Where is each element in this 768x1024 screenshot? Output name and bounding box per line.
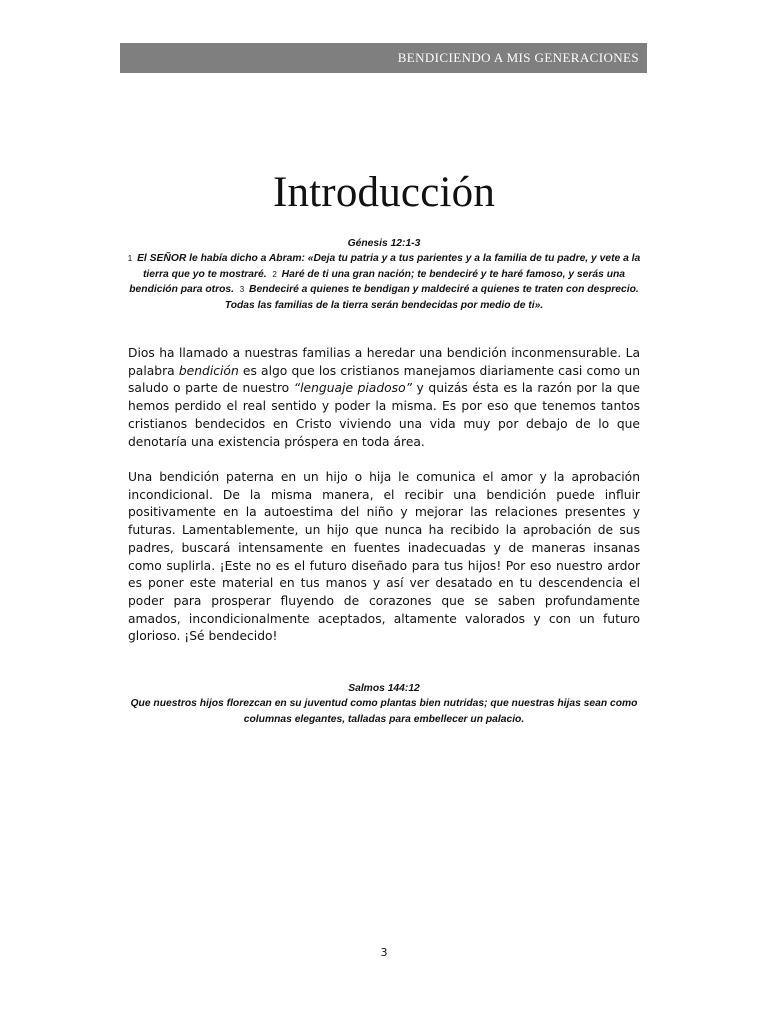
body-paragraph: Una bendición paterna en un hijo o hija le comunica el amor y la aprobación incondicional. De la misma manera, el recibir una bendición puede influir positivamente en la autoestima del niño y mejorar las relaciones presentes y futuras. Lamentablemente, un hijo que nunca ha recibido la aprobación de sus padres, buscará intensamente en fuentes inadecuadas y de maneras insanas como suplirla. ¡Este no es el futuro diseñado para tus hijos! Por eso nuestro ardor es poner este material en tus manos y así ver desatado en tu descendencia el poder para prosperar fluyendo de corazones que se saben profundamente amados, incondicionalmente aceptados, altamente valorados y con un futuro glorioso. ¡Sé bendecido! xyxy=(128,470,640,644)
epigraph-psalms xyxy=(124,681,644,727)
running-header xyxy=(120,43,647,73)
emphasis-text: bendición xyxy=(178,363,239,378)
page-number: 3 xyxy=(380,946,388,959)
verse-reference: Salmos 144:12 xyxy=(348,683,420,694)
verse-reference: Génesis 12:1-3 xyxy=(347,238,421,249)
epigraph-genesis xyxy=(124,236,644,313)
chapter-title: Introducción xyxy=(272,169,496,216)
verse-text: Que nuestros hijos florezcan en su juventud como plantas bien nutridas; que nuestras hijas sean como columnas elegantes, talladas para embellecer un palacio. xyxy=(130,698,638,725)
running-header-title: BENDICIENDO A MIS GENERACIONES xyxy=(397,50,639,65)
body-paragraph xyxy=(128,345,640,451)
verse-number: 2 xyxy=(272,269,277,279)
verse-text: Bendeciré a quienes te bendigan y maldeciré a quienes te traten con desprecio. Todas las familias de la tierra serán bendecidas por medio de ti». xyxy=(224,284,639,311)
emphasis-text: “lenguaje piadoso” xyxy=(293,381,412,396)
verse-number: 1 xyxy=(127,254,133,264)
paragraph-text: es algo que los cristianos manejamos diariamente casi como un saludo o parte de nuestro xyxy=(128,363,640,396)
verse-number: 3 xyxy=(239,285,245,295)
paragraph-text: Dios ha llamado a nuestras familias a heredar una bendición inconmensurable. La palabra xyxy=(128,346,640,378)
paragraph-text: y quizás ésta es la razón por la que hemos perdido el real sentido y poder la misma. Es por eso que tenemos tantos cristianos bendecidos en Cristo viviendo una vida muy por debajo de lo que denotaría una existencia próspera en toda área. xyxy=(128,381,640,449)
verse-text: El SEÑOR le había dicho a Abram: «Deja tu patria y a tus parientes y a la familia de tu padre, y vete a la tierra que yo te mostraré. xyxy=(137,253,641,280)
verse-text: Haré de ti una gran nación; te bendeciré y te haré famoso, y serás una bendición para otros. xyxy=(129,268,625,296)
